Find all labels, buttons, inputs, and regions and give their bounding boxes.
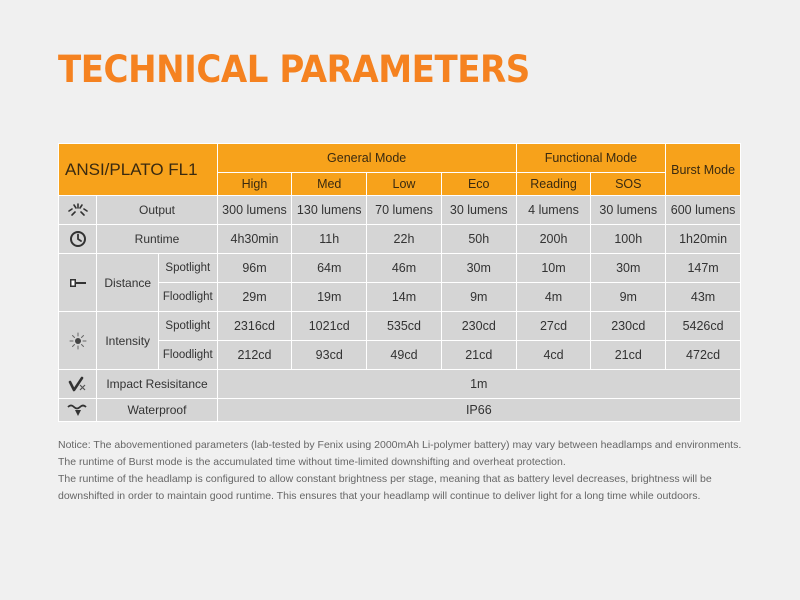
waterproof-label: Waterproof: [97, 399, 217, 422]
intensity-flood-value: 21cd: [441, 341, 516, 370]
runtime-icon-cell: [59, 225, 97, 254]
intensity-flood-label: Floodlight: [159, 341, 218, 370]
impact-label: Impact Resisitance: [97, 370, 217, 399]
distance-flood-value: 9m: [591, 283, 666, 312]
output-icon: [67, 203, 89, 217]
output-value: 70 lumens: [367, 196, 442, 225]
model-label: ANSI/PLATO FL1: [59, 144, 218, 196]
notice-paragraph: The runtime of the headlamp is configured to allow constant brightness per stage, meaning that as battery level decreases, brightness will be downshifted in order to maintain good runtime. This ensures that your headlamp will continue to deliver light for a long time while outdoors.: [58, 473, 712, 502]
impact-icon: [68, 376, 88, 392]
output-value: 600 lumens: [666, 196, 741, 225]
intensity-spot-value: 27cd: [516, 312, 591, 341]
intensity-flood-value: 21cd: [591, 341, 666, 370]
runtime-value: 11h: [292, 225, 367, 254]
distance-beam-icon: [69, 276, 87, 290]
mode-header: Reading: [516, 173, 591, 196]
intensity-flood-value: 93cd: [292, 341, 367, 370]
output-value: 300 lumens: [217, 196, 292, 225]
intensity-spot-row: [59, 312, 741, 341]
waterproof-value: IP66: [217, 399, 740, 422]
distance-flood-value: 19m: [292, 283, 367, 312]
runtime-row: [59, 225, 741, 254]
distance-label: Distance: [97, 254, 159, 312]
intensity-spot-value: 535cd: [367, 312, 442, 341]
distance-spot-value: 147m: [666, 254, 741, 283]
output-value: 130 lumens: [292, 196, 367, 225]
intensity-flood-value: 212cd: [217, 341, 292, 370]
intensity-icon-cell: [59, 312, 97, 370]
runtime-value: 50h: [441, 225, 516, 254]
output-row: [59, 196, 741, 225]
intensity-flood-value: 472cd: [666, 341, 741, 370]
intensity-spot-value: 5426cd: [666, 312, 741, 341]
output-value: 30 lumens: [441, 196, 516, 225]
runtime-value: 200h: [516, 225, 591, 254]
distance-spot-label: Spotlight: [159, 254, 218, 283]
intensity-flood-value: 4cd: [516, 341, 591, 370]
group-functional-mode: Functional Mode: [516, 144, 666, 173]
runtime-value: 1h20min: [666, 225, 741, 254]
impact-icon-cell: [59, 370, 97, 399]
distance-flood-value: 4m: [516, 283, 591, 312]
output-value: 4 lumens: [516, 196, 591, 225]
distance-spot-row: [59, 254, 741, 283]
distance-spot-value: 96m: [217, 254, 292, 283]
intensity-spot-value: 2316cd: [217, 312, 292, 341]
mode-header: Eco: [441, 173, 516, 196]
distance-spot-value: 46m: [367, 254, 442, 283]
runtime-value: 4h30min: [217, 225, 292, 254]
header-row-groups: [59, 144, 741, 173]
intensity-icon: [69, 332, 87, 350]
intensity-label: Intensity: [97, 312, 159, 370]
distance-spot-value: 30m: [591, 254, 666, 283]
notice-text: [58, 437, 748, 505]
distance-icon-cell: [59, 254, 97, 312]
intensity-spot-value: 230cd: [441, 312, 516, 341]
mode-header: Low: [367, 173, 442, 196]
group-general-mode: General Mode: [217, 144, 516, 173]
runtime-value: 22h: [367, 225, 442, 254]
impact-value: 1m: [217, 370, 740, 399]
page-title: TECHNICAL PARAMETERS: [58, 48, 530, 91]
intensity-flood-value: 49cd: [367, 341, 442, 370]
distance-spot-value: 10m: [516, 254, 591, 283]
distance-flood-row: [59, 283, 741, 312]
intensity-flood-row: [59, 341, 741, 370]
distance-flood-value: 9m: [441, 283, 516, 312]
impact-row: [59, 370, 741, 399]
waterproof-icon-cell: [59, 399, 97, 422]
spec-table: [58, 143, 741, 422]
group-burst-mode: Burst Mode: [666, 144, 741, 196]
intensity-spot-value: 1021cd: [292, 312, 367, 341]
output-value: 30 lumens: [591, 196, 666, 225]
intensity-spot-value: 230cd: [591, 312, 666, 341]
waterproof-icon: [67, 403, 89, 417]
runtime-value: 100h: [591, 225, 666, 254]
runtime-clock-icon: [69, 230, 87, 248]
waterproof-row: [59, 399, 741, 422]
distance-flood-value: 43m: [666, 283, 741, 312]
distance-spot-value: 30m: [441, 254, 516, 283]
intensity-spot-label: Spotlight: [159, 312, 218, 341]
mode-header: High: [217, 173, 292, 196]
mode-header: Med: [292, 173, 367, 196]
distance-flood-value: 14m: [367, 283, 442, 312]
distance-flood-label: Floodlight: [159, 283, 218, 312]
output-icon-cell: [59, 196, 97, 225]
mode-header: SOS: [591, 173, 666, 196]
distance-flood-value: 29m: [217, 283, 292, 312]
notice-paragraph: Notice: The abovementioned parameters (lab-tested by Fenix using 2000mAh Li-polymer battery) may vary between headlamps and environments. The runtime of Burst mode is the accumulated time without time-limited downshifting and overheat protection.: [58, 439, 742, 468]
output-label: Output: [97, 196, 217, 225]
distance-spot-value: 64m: [292, 254, 367, 283]
runtime-label: Runtime: [97, 225, 217, 254]
